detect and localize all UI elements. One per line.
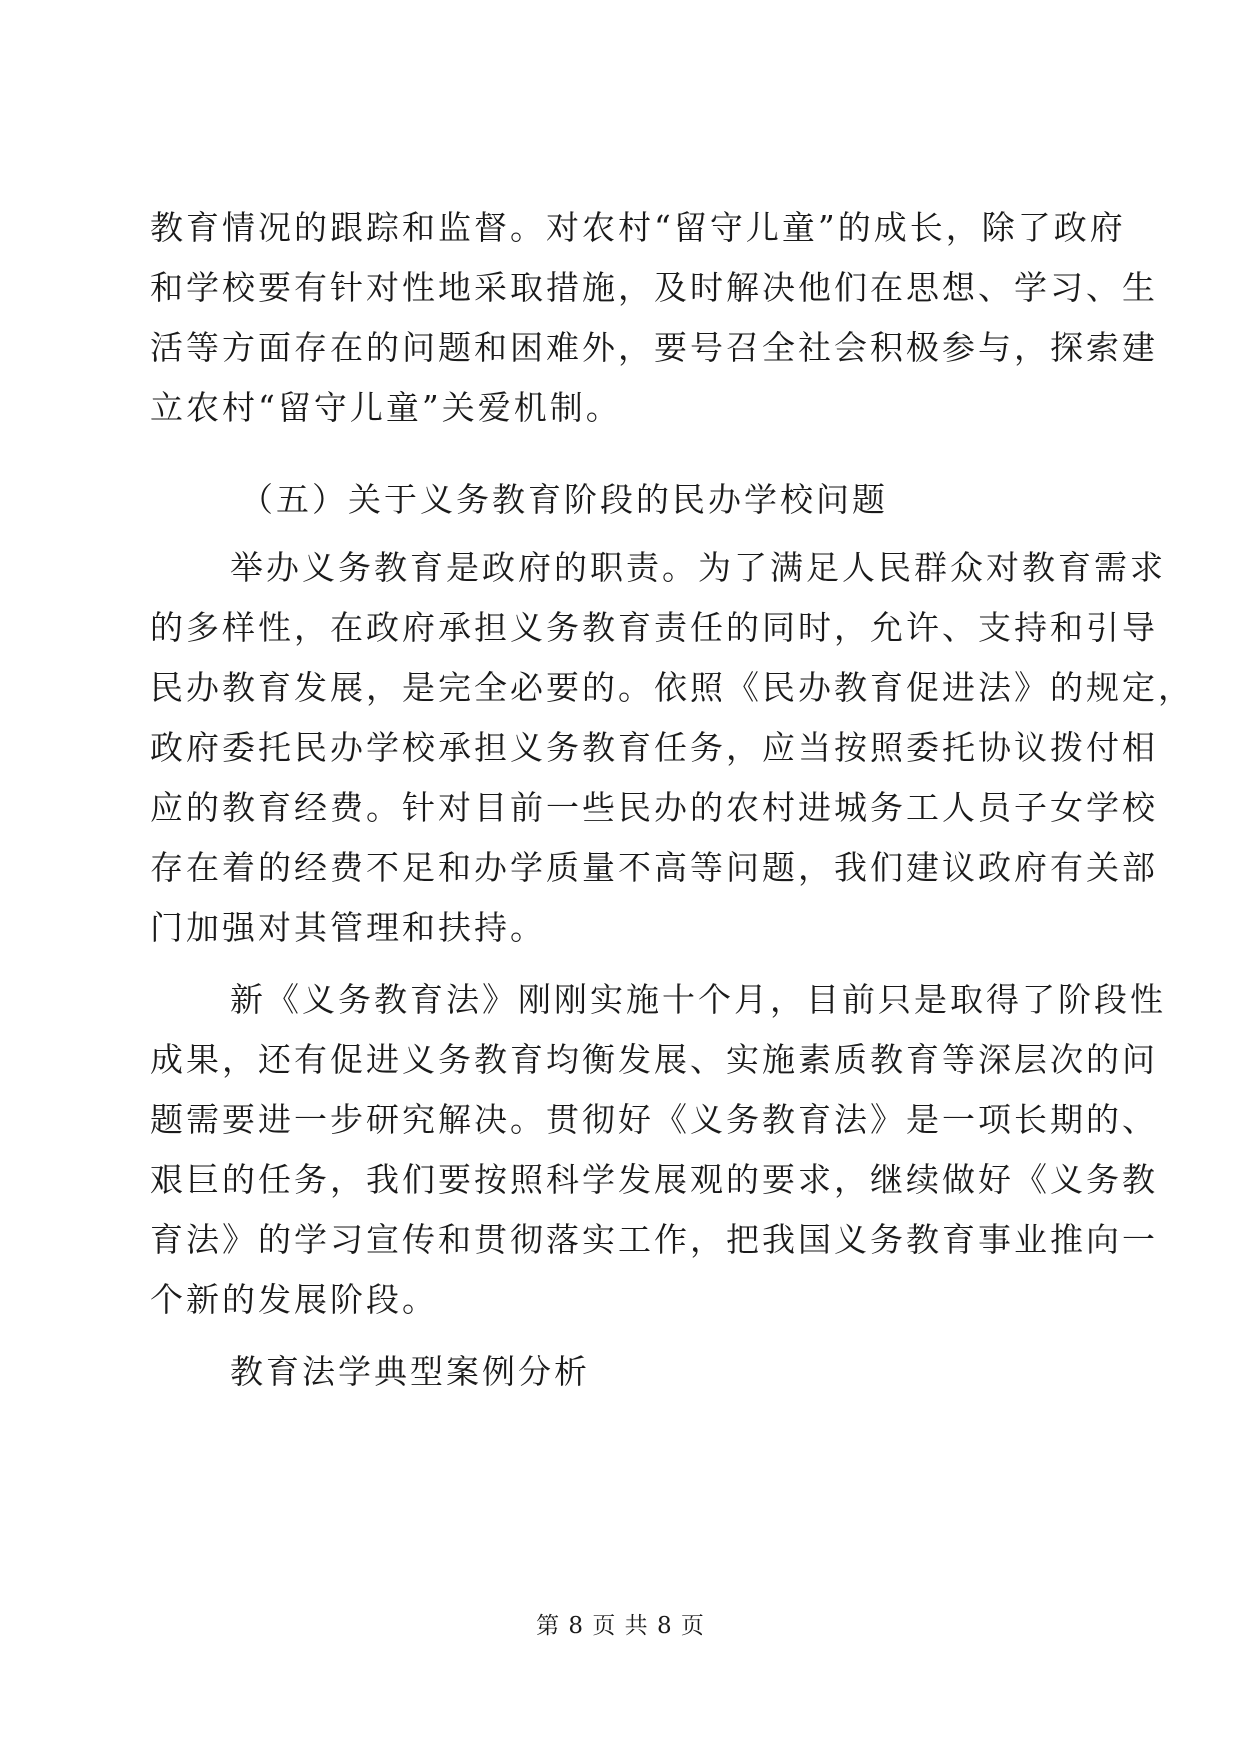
paragraph-line: 艰巨的任务，我们要按照科学发展观的要求，继续做好《义务教 <box>150 1160 1158 1199</box>
paragraph-line: 的多样性，在政府承担义务教育责任的同时，允许、支持和引导 <box>150 608 1158 647</box>
paragraph-line: 个新的发展阶段。 <box>150 1280 438 1319</box>
paragraph-line: 活等方面存在的问题和困难外，要号召全社会积极参与，探索建 <box>150 328 1158 367</box>
paragraph-line: 举办义务教育是政府的职责。为了满足人民群众对教育需求 <box>230 548 1166 587</box>
next-section-title: 教育法学典型案例分析 <box>230 1352 590 1391</box>
paragraph-line: 政府委托民办学校承担义务教育任务，应当按照委托协议拨付相 <box>150 728 1158 767</box>
paragraph-line: 育法》的学习宣传和贯彻落实工作，把我国义务教育事业推向一 <box>150 1220 1158 1259</box>
paragraph-line: 题需要进一步研究解决。贯彻好《义务教育法》是一项长期的、 <box>150 1100 1158 1139</box>
paragraph-line: 存在着的经费不足和办学质量不高等问题，我们建议政府有关部 <box>150 848 1158 887</box>
paragraph-line: 教育情况的跟踪和监督。对农村“留守儿童”的成长，除了政府 <box>150 208 1126 247</box>
paragraph-line: 成果，还有促进义务教育均衡发展、实施素质教育等深层次的问 <box>150 1040 1158 1079</box>
paragraph-line: 门加强对其管理和扶持。 <box>150 908 546 947</box>
paragraph-line: 新《义务教育法》刚刚实施十个月，目前只是取得了阶段性 <box>230 980 1166 1019</box>
paragraph-line: 立农村“留守儿童”关爱机制。 <box>150 388 622 427</box>
paragraph-line: 民办教育发展，是完全必要的。依照《民办教育促进法》的规定， <box>150 668 1194 707</box>
section-heading: （五）关于义务教育阶段的民办学校问题 <box>240 480 888 519</box>
page-number-footer: 第 8 页 共 8 页 <box>536 1613 705 1639</box>
paragraph-line: 和学校要有针对性地采取措施，及时解决他们在思想、学习、生 <box>150 268 1158 307</box>
paragraph-line: 应的教育经费。针对目前一些民办的农村进城务工人员子女学校 <box>150 788 1158 827</box>
